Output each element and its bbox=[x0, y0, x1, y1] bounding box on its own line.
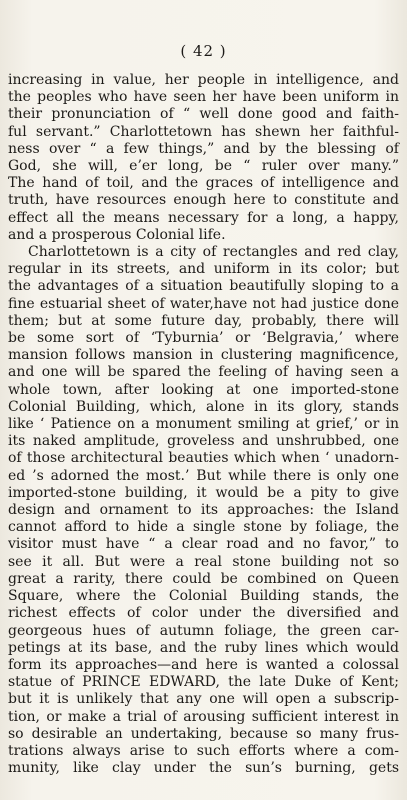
text-line: regular in its streets, and uniform in its color; but bbox=[8, 261, 399, 278]
text-line: be some sort of ‘Tyburnia’ or ‘Belgravia,’ where bbox=[8, 330, 399, 347]
text-line: munity, like clay under the sun’s burning, gets bbox=[8, 760, 399, 777]
text-line: Colonial Building, which, alone in its glory, stands bbox=[8, 398, 399, 415]
text-line: and one will be spared the feeling of having seen a bbox=[8, 364, 399, 381]
text-line: the advantages of a situation beautifully sloping to a bbox=[8, 278, 399, 295]
text-line: mansion follows mansion in clustering magnificence, bbox=[8, 347, 399, 364]
text-line: ed ’s adorned the most.’ But while there is only one bbox=[8, 467, 399, 484]
text-line: Charlottetown is a city of rectangles and red clay, bbox=[28, 244, 399, 261]
text-line: effect all the means necessary for a long, a happy, bbox=[8, 209, 399, 226]
body-text bbox=[8, 72, 399, 777]
text-line: whole town, after looking at one imported-stone bbox=[8, 381, 399, 398]
text-line: increasing in value, her people in intelligence, and bbox=[8, 72, 399, 88]
text-line: petings at its base, and the ruby lines which would bbox=[8, 639, 399, 656]
text-line: imported-stone building, it would be a pity to give bbox=[8, 484, 399, 501]
page-number: ( 42 ) bbox=[180, 42, 227, 60]
text-line: georgeous hues of autumn foliage, the green car- bbox=[8, 622, 399, 639]
text-line: God, she will, e’er long, be “ ruler over many.” bbox=[8, 158, 399, 175]
text-line: form its approaches—and here is wanted a colossal bbox=[8, 656, 399, 673]
text-line: so desirable an undertaking, because so many frus- bbox=[8, 725, 399, 742]
text-line: and a prosperous Colonial life. bbox=[8, 226, 226, 243]
text-line: visitor must have “ a clear road and no favor,” to bbox=[8, 536, 399, 553]
text-line: them; but at some future day, probably, there will bbox=[8, 312, 399, 329]
text-line: Square, where the Colonial Building stands, the bbox=[8, 588, 399, 605]
text-line: fine estuarial sheet of water,have not had justice done bbox=[8, 295, 399, 312]
paragraph-1 bbox=[8, 72, 399, 244]
paragraph-2 bbox=[8, 244, 399, 777]
text-line: like ‘ Patience on a monument smiling at grief,’ or in bbox=[8, 416, 399, 433]
text-line: design and ornament to its approaches: the Island bbox=[8, 502, 399, 519]
text-line: trations always arise to such efforts where a com- bbox=[8, 742, 399, 759]
text-line: truth, have resources enough here to constitute and bbox=[8, 192, 399, 209]
text-line: of those architectural beauties which when ‘ unadorn- bbox=[8, 450, 399, 467]
text-line: but it is unlikely that any one will open a subscrip- bbox=[8, 691, 399, 708]
text-line: their pronunciation of “ well done good and faith- bbox=[8, 106, 399, 123]
text-line: richest effects of color under the diversified and bbox=[8, 605, 399, 622]
text-line: statue of PRINCE EDWARD, the late Duke of Kent; bbox=[8, 674, 399, 691]
text-line: The hand of toil, and the graces of intelligence and bbox=[8, 175, 399, 192]
text-line: tion, or make a trial of arousing sufficient interest in bbox=[8, 708, 399, 725]
text-line: great a rarity, there could be combined on Queen bbox=[8, 570, 399, 587]
text-line: its naked amplitude, groveless and unshrubbed, one bbox=[8, 433, 399, 450]
text-line: ness over “ a few things,” and by the blessing of bbox=[8, 140, 399, 157]
text-line: the peoples who have seen her have been uniform in bbox=[8, 89, 399, 106]
text-line: ful servant.” Charlottetown has shewn her faithful- bbox=[8, 123, 399, 140]
text-line: see it all. But were a real stone building not so bbox=[8, 553, 399, 570]
text-line: cannot afford to hide a single stone by foliage, the bbox=[8, 519, 399, 536]
